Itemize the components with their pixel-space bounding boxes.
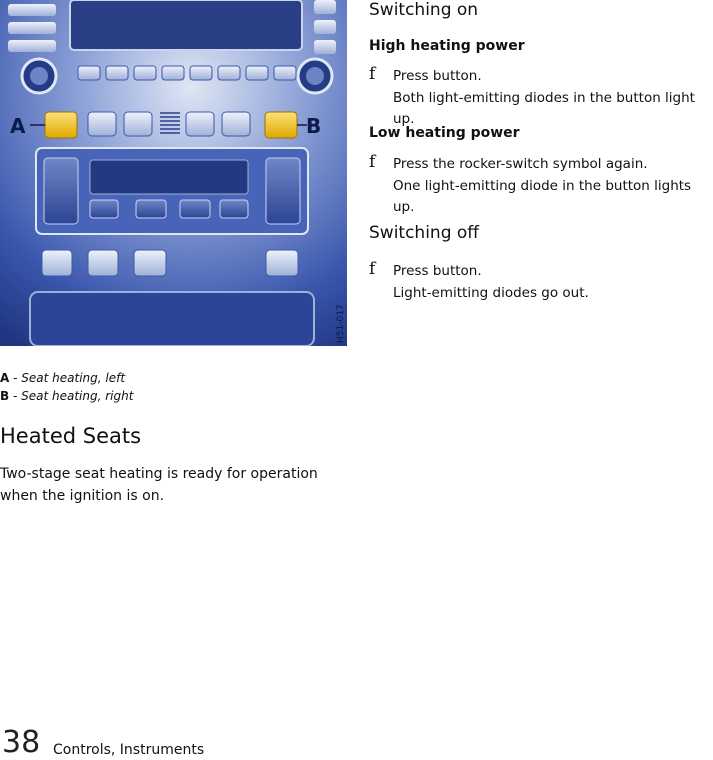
section-title: Heated Seats (0, 424, 142, 448)
high-heating-heading: High heating power (369, 38, 525, 54)
caption-letter: B (0, 389, 10, 403)
console-illustration (0, 0, 347, 346)
figure-code: H51-017 (336, 304, 346, 343)
illustration-label-a: A (10, 114, 26, 138)
low-heating-heading: Low heating power (369, 125, 520, 141)
caption-b (0, 389, 133, 403)
caption-a (0, 371, 125, 385)
page-number: 38 (2, 725, 41, 760)
switching-off-result: Light-emitting diodes go out. (393, 285, 589, 301)
bullet-icon: f (369, 64, 376, 84)
low-heating-result: One light-emitting diode in the button lights up. (393, 178, 692, 215)
switching-on-heading: Switching on (369, 0, 479, 20)
caption-text: - Seat heating, left (13, 371, 126, 385)
bullet-icon: f (369, 152, 376, 172)
switching-off-heading: Switching off (369, 223, 480, 243)
illustration-label-b: B (306, 114, 322, 138)
intro-text: Two-stage seat heating is ready for operation when the ignition is on. (0, 466, 318, 504)
high-heating-result: Both light-emitting diodes in the button light up. (393, 90, 695, 127)
bullet-icon: f (369, 259, 376, 279)
low-heating-step: Press the rocker-switch symbol again. (393, 156, 648, 172)
footer-section-name: Controls, Instruments (53, 742, 205, 758)
caption-text: - Seat heating, right (12, 389, 134, 403)
caption-letter: A (0, 371, 10, 385)
high-heating-step: Press button. (393, 68, 482, 84)
switching-off-step: Press button. (393, 263, 482, 279)
